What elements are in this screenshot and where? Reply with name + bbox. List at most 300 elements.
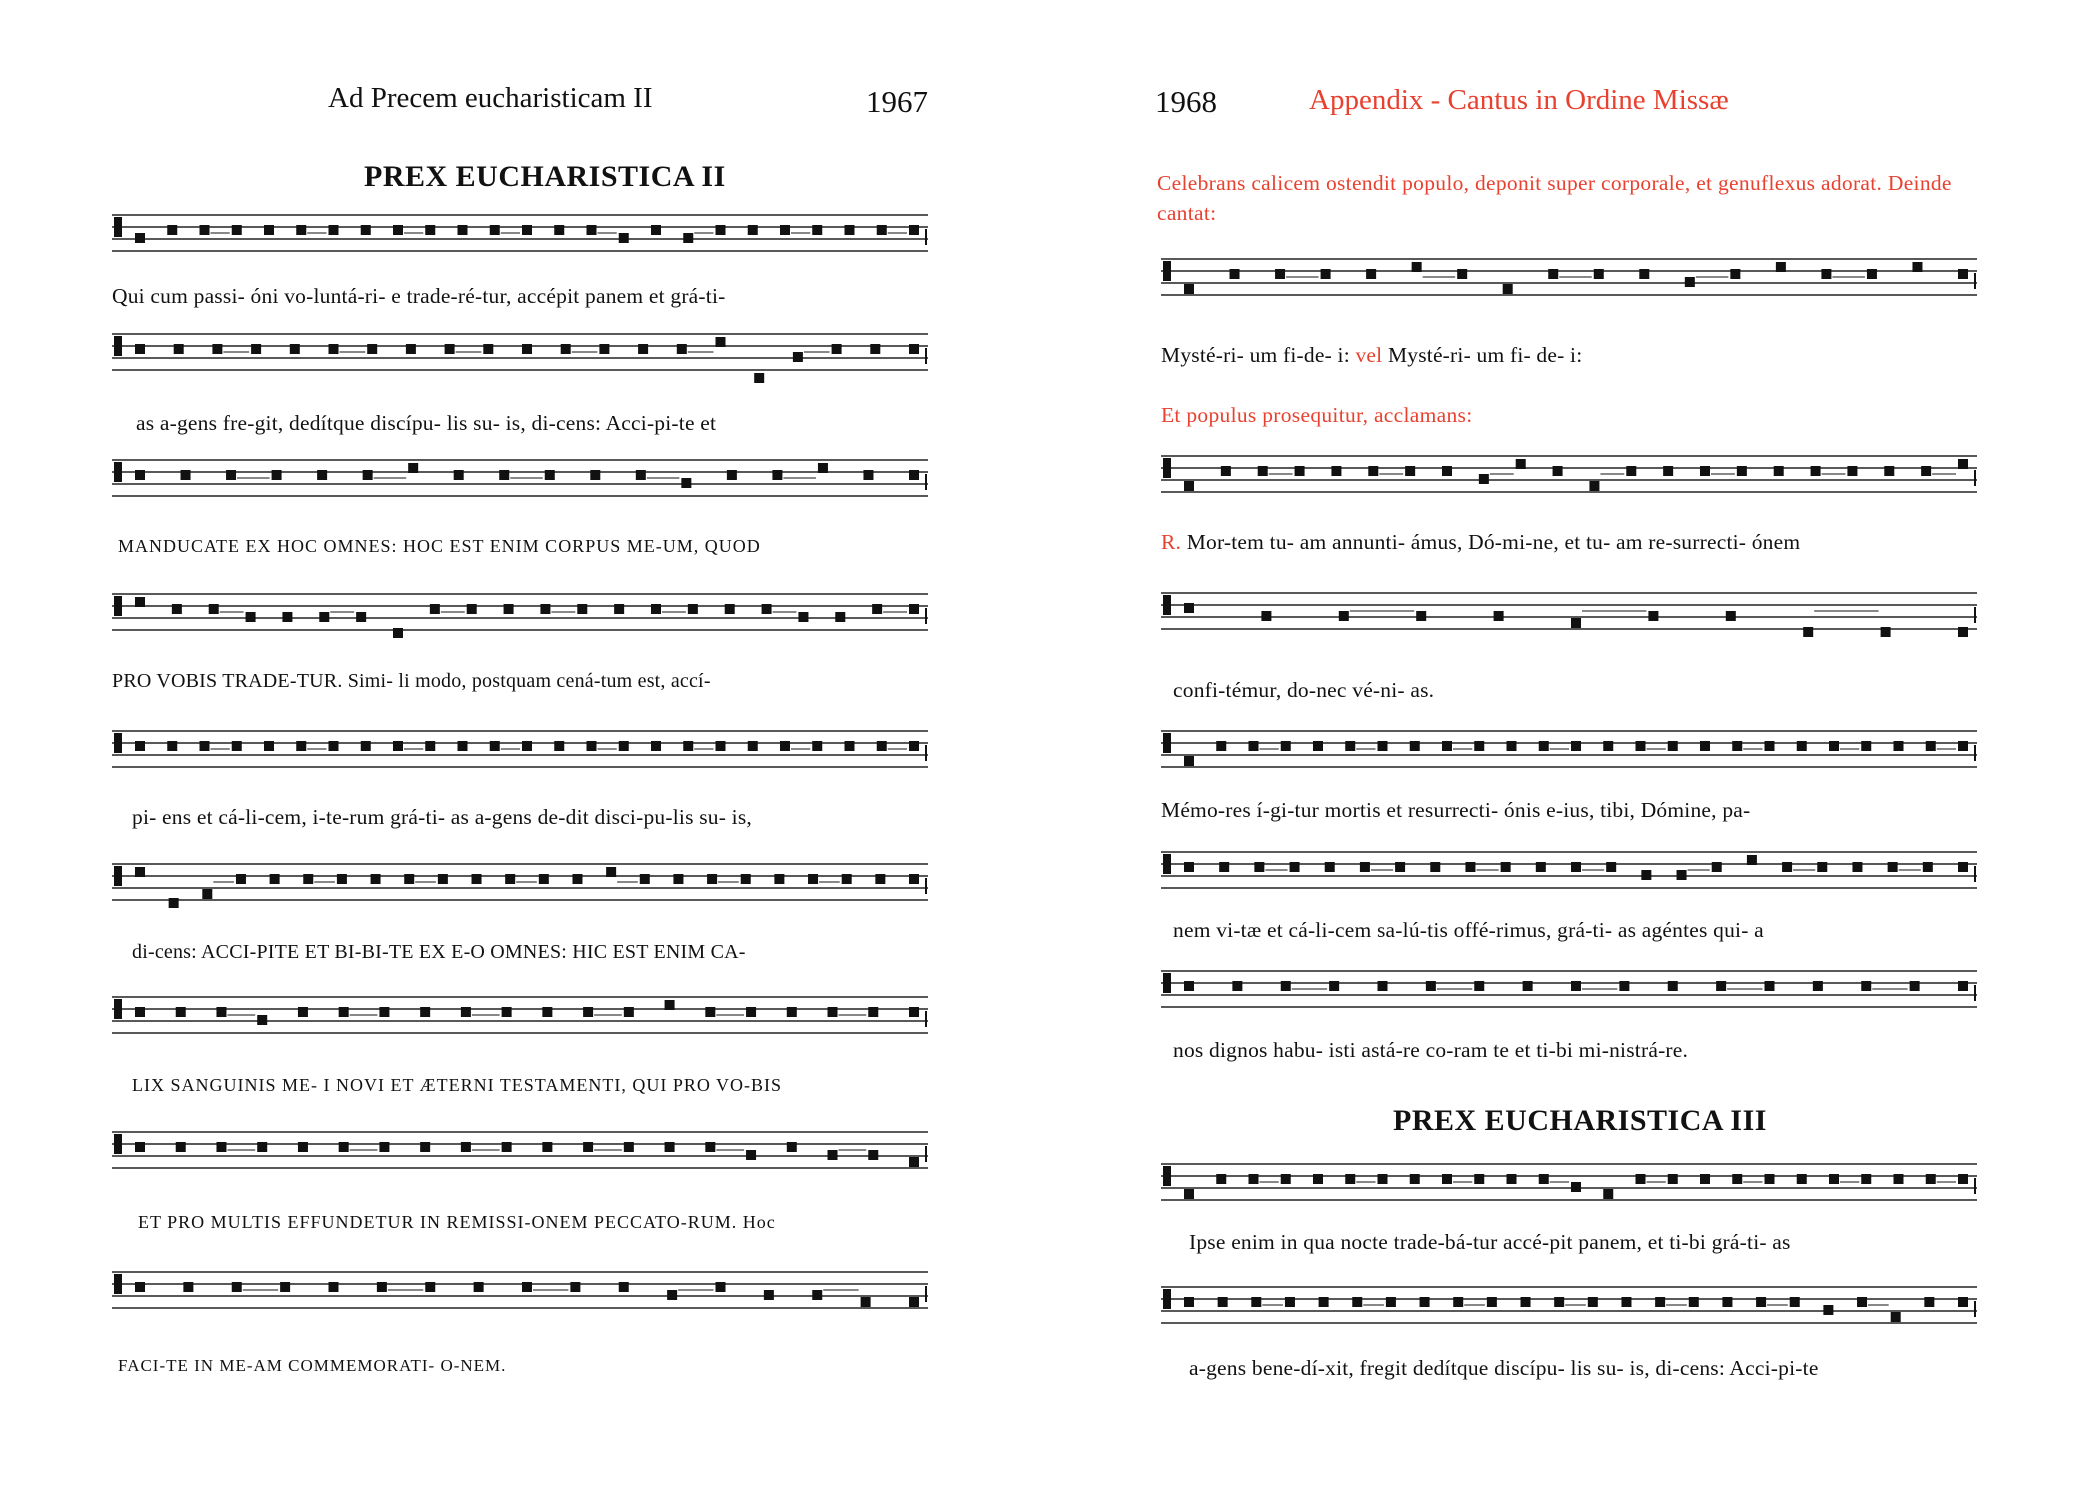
lyric-vel: vel xyxy=(1355,343,1383,367)
neume xyxy=(606,867,616,877)
neume xyxy=(909,874,919,884)
chant-staff xyxy=(1161,727,1977,785)
neume xyxy=(673,874,683,884)
neume xyxy=(1378,1174,1388,1184)
neume xyxy=(1325,862,1335,872)
staff-svg xyxy=(112,993,928,1051)
neume xyxy=(1285,1297,1295,1307)
neume xyxy=(1474,981,1484,991)
neume xyxy=(270,874,280,884)
neume xyxy=(877,741,887,751)
staff-svg xyxy=(112,590,928,648)
neume xyxy=(226,470,236,480)
neume xyxy=(540,604,550,614)
neume xyxy=(461,1142,471,1152)
neume xyxy=(1888,862,1898,872)
neume xyxy=(135,741,145,751)
neume xyxy=(1867,269,1877,279)
neume xyxy=(329,225,339,235)
chant-staff xyxy=(112,860,928,918)
neume xyxy=(812,741,822,751)
neume xyxy=(377,1282,387,1292)
neume xyxy=(909,1297,919,1307)
neume xyxy=(522,741,532,751)
neume xyxy=(135,597,145,607)
neume xyxy=(1410,741,1420,751)
neume xyxy=(472,874,482,884)
neume xyxy=(135,344,145,354)
staff-svg xyxy=(1161,255,1977,313)
neume xyxy=(1412,262,1422,272)
neume xyxy=(812,1290,822,1300)
neume xyxy=(1507,741,1517,751)
neume xyxy=(200,225,210,235)
neume xyxy=(483,344,493,354)
neume xyxy=(746,1150,756,1160)
neume xyxy=(135,867,145,877)
neume xyxy=(780,225,790,235)
neume xyxy=(522,225,532,235)
neume xyxy=(339,1142,349,1152)
left-page-number: 1967 xyxy=(866,84,928,119)
staff-svg xyxy=(112,1128,928,1186)
neume xyxy=(587,741,597,751)
neume xyxy=(1516,459,1526,469)
right-section-title: PREX EUCHARISTICA III xyxy=(1393,1104,1767,1137)
neume xyxy=(1926,1174,1936,1184)
neume xyxy=(1345,741,1355,751)
neume xyxy=(329,1282,339,1292)
neume xyxy=(1894,741,1904,751)
clef-icon xyxy=(1163,1166,1171,1186)
neume xyxy=(1184,981,1194,991)
neume xyxy=(1501,862,1511,872)
neume xyxy=(828,1150,838,1160)
neume xyxy=(1857,1297,1867,1307)
clef-icon xyxy=(114,217,122,237)
neume xyxy=(339,1007,349,1017)
neume xyxy=(461,1007,471,1017)
chant-lyric-line xyxy=(1161,343,1582,368)
neume xyxy=(808,874,818,884)
neume xyxy=(1685,277,1695,287)
neume xyxy=(1442,466,1452,476)
neume xyxy=(638,344,648,354)
staff-svg xyxy=(1161,452,1977,510)
chant-lyric-line: ET PRO MULTIS EFFUNDETUR IN REMISSI-ONEM PECCATO-RUM. Hoc xyxy=(138,1212,776,1232)
neume xyxy=(1626,466,1636,476)
neume xyxy=(1378,981,1388,991)
neume xyxy=(1571,618,1581,628)
chant-staff xyxy=(112,1128,928,1186)
neume xyxy=(1321,269,1331,279)
neume xyxy=(793,352,803,362)
neume xyxy=(1571,741,1581,751)
chant-lyric-line: confi-témur, do-nec vé-ni- as. xyxy=(1173,678,1435,702)
neume xyxy=(909,225,919,235)
neume xyxy=(1668,1174,1678,1184)
neume xyxy=(909,470,919,480)
neume xyxy=(1536,862,1546,872)
neume xyxy=(1442,1174,1452,1184)
neume xyxy=(1319,1297,1329,1307)
neume xyxy=(1926,741,1936,751)
neume xyxy=(1474,741,1484,751)
neume xyxy=(1588,1297,1598,1307)
chant-staff xyxy=(112,590,928,648)
neume xyxy=(1716,981,1726,991)
neume xyxy=(379,1142,389,1152)
neume xyxy=(1345,1174,1355,1184)
neume xyxy=(1668,981,1678,991)
neume xyxy=(1958,459,1968,469)
neume xyxy=(835,612,845,622)
lyric-text: Mysté-ri- um fi- de- i: xyxy=(1387,343,1583,367)
neume xyxy=(212,344,222,354)
chant-staff xyxy=(1161,1283,1977,1341)
neume xyxy=(1295,466,1305,476)
neume xyxy=(1410,1174,1420,1184)
neume xyxy=(1790,1297,1800,1307)
neume xyxy=(1821,269,1831,279)
clef-icon xyxy=(1163,733,1171,753)
neume xyxy=(1386,1297,1396,1307)
neume xyxy=(1958,269,1968,279)
neume xyxy=(1603,1189,1613,1199)
neume xyxy=(172,604,182,614)
neume xyxy=(1218,1297,1228,1307)
neume xyxy=(828,1007,838,1017)
neume xyxy=(1958,981,1968,991)
neume xyxy=(1636,741,1646,751)
neume xyxy=(1910,981,1920,991)
neume xyxy=(774,874,784,884)
neume xyxy=(371,874,381,884)
neume xyxy=(1416,611,1426,621)
neume xyxy=(445,344,455,354)
neume xyxy=(561,344,571,354)
neume xyxy=(1823,1305,1833,1315)
response-symbol: R. xyxy=(1161,530,1182,554)
neume xyxy=(1426,981,1436,991)
neume xyxy=(202,889,212,899)
clef-icon xyxy=(114,1274,122,1294)
staff-svg xyxy=(1161,848,1977,906)
neume xyxy=(361,741,371,751)
neume xyxy=(764,1290,774,1300)
neume xyxy=(216,1142,226,1152)
neume xyxy=(842,874,852,884)
neume xyxy=(408,463,418,473)
neume xyxy=(1360,862,1370,872)
neume xyxy=(425,1282,435,1292)
neume xyxy=(909,604,919,614)
neume xyxy=(1730,269,1740,279)
neume xyxy=(319,612,329,622)
neume xyxy=(1712,862,1722,872)
neume xyxy=(404,874,414,884)
chant-lyric-line: nem vi-tæ et cá-li-cem sa-lú-tis offé-rimus, grá-ti- as agéntes qui- a xyxy=(1173,918,1764,942)
staff-svg xyxy=(1161,967,1977,1025)
neume xyxy=(290,344,300,354)
neume xyxy=(181,470,191,480)
neume xyxy=(1494,611,1504,621)
neume xyxy=(570,1282,580,1292)
neume xyxy=(572,874,582,884)
neume xyxy=(430,604,440,614)
rubric-instruction: Celebrans calicem ostendit populo, deponit super corporale, et genuflexus adorat. Deinde cantat: xyxy=(1157,171,1952,225)
neume xyxy=(1726,611,1736,621)
neume xyxy=(636,470,646,480)
chant-lyric-line xyxy=(136,411,716,436)
neume xyxy=(420,1007,430,1017)
neume xyxy=(1184,1297,1194,1307)
neume xyxy=(1594,269,1604,279)
neume xyxy=(1232,981,1242,991)
chant-lyric-line: Mémo-res í-gi-tur mortis et resurrecti- ónis e-ius, tibi, Dómine, pa- xyxy=(1161,798,1751,822)
clef-icon xyxy=(114,999,122,1019)
neume xyxy=(264,741,274,751)
neume xyxy=(1487,1297,1497,1307)
neume xyxy=(367,344,377,354)
staff-svg xyxy=(112,1268,928,1326)
neume xyxy=(1958,862,1968,872)
neume xyxy=(1548,269,1558,279)
neume xyxy=(1655,1297,1665,1307)
neume xyxy=(1571,981,1581,991)
neume xyxy=(1606,862,1616,872)
chant-staff xyxy=(112,456,928,514)
neume xyxy=(1339,611,1349,621)
neume xyxy=(176,1007,186,1017)
neume xyxy=(1700,466,1710,476)
clef-icon xyxy=(114,1134,122,1154)
neume xyxy=(209,604,219,614)
neume xyxy=(619,1282,629,1292)
staff-svg xyxy=(112,860,928,918)
neume xyxy=(379,1007,389,1017)
neume xyxy=(280,1282,290,1292)
chant-lyric-line: a-gens bene-dí-xit, fregit dedítque discípu- lis su- is, di-cens: Acci-pi-te xyxy=(1189,1356,1819,1380)
neume xyxy=(363,470,373,480)
neume xyxy=(667,1290,677,1300)
neume xyxy=(1817,862,1827,872)
neume xyxy=(1881,627,1891,637)
clef-icon xyxy=(1163,973,1171,993)
staff-svg xyxy=(112,456,928,514)
neume xyxy=(505,874,515,884)
neume xyxy=(393,628,403,638)
neume xyxy=(1648,611,1658,621)
neume xyxy=(232,741,242,751)
neume xyxy=(522,1282,532,1292)
left-section-title: PREX EUCHARISTICA II xyxy=(364,160,726,193)
right-page xyxy=(1039,0,2078,1500)
neume xyxy=(1847,466,1857,476)
neume xyxy=(1852,862,1862,872)
neume xyxy=(1474,1174,1484,1184)
neume xyxy=(1912,262,1922,272)
neume xyxy=(167,741,177,751)
neume xyxy=(1589,481,1599,491)
chant-lyric-line: PRO VOBIS TRADE-TUR. Simi- li modo, postquam cená-tum est, accí- xyxy=(112,670,711,692)
neume xyxy=(1861,741,1871,751)
neume xyxy=(542,1007,552,1017)
neume xyxy=(257,1015,267,1025)
neume xyxy=(1184,284,1194,294)
neume xyxy=(504,604,514,614)
neume xyxy=(1539,741,1549,751)
neume xyxy=(425,225,435,235)
neume xyxy=(798,612,808,622)
neume xyxy=(705,1142,715,1152)
neume xyxy=(716,741,726,751)
neume xyxy=(909,1157,919,1167)
neume xyxy=(490,741,500,751)
clef-icon xyxy=(114,733,122,753)
neume xyxy=(818,463,828,473)
chant-lyric-line: nos dignos habu- isti astá-re co-ram te et ti-bi mi-nistrá-re. xyxy=(1173,1038,1689,1062)
neume xyxy=(296,741,306,751)
neume xyxy=(1861,1174,1871,1184)
neume xyxy=(681,478,691,488)
neume xyxy=(135,233,145,243)
neume xyxy=(741,874,751,884)
staff-svg xyxy=(1161,727,1977,785)
clef-icon xyxy=(114,462,122,482)
chant-lyric-line: Qui cum passi- óni vo-luntá-ri- e trade-ré-tur, accépit panem et grá-ti- xyxy=(112,284,726,308)
neume xyxy=(406,344,416,354)
neume xyxy=(1958,741,1968,751)
neume xyxy=(1329,981,1339,991)
neume xyxy=(1249,1174,1259,1184)
neume xyxy=(619,741,629,751)
neume xyxy=(716,1282,726,1292)
neume xyxy=(1636,1174,1646,1184)
chant-staff xyxy=(112,330,928,388)
neume xyxy=(438,874,448,884)
neume xyxy=(1958,1174,1968,1184)
neume xyxy=(1368,466,1378,476)
neume xyxy=(845,225,855,235)
neume xyxy=(1782,862,1792,872)
neume xyxy=(303,874,313,884)
neume xyxy=(1219,862,1229,872)
neume xyxy=(232,225,242,235)
neume xyxy=(135,1007,145,1017)
neume xyxy=(746,1007,756,1017)
right-page-number: 1968 xyxy=(1155,84,1217,119)
neume xyxy=(1639,269,1649,279)
neume xyxy=(1747,855,1757,865)
neume xyxy=(393,225,403,235)
neume xyxy=(502,1007,512,1017)
neume xyxy=(216,1007,226,1017)
neume xyxy=(651,741,661,751)
neume xyxy=(1479,474,1489,484)
neume xyxy=(1894,1174,1904,1184)
neume xyxy=(1700,1174,1710,1184)
rubric-instruction: Et populus prosequitur, acclamans: xyxy=(1161,403,1473,427)
neume xyxy=(1254,862,1264,872)
neume xyxy=(1765,981,1775,991)
neume xyxy=(1861,981,1871,991)
neume xyxy=(868,1007,878,1017)
chant-lyric-line: LIX SANGUINIS ME- I NOVI ET ÆTERNI TESTAMENTI, QUI PRO VO-BIS xyxy=(132,1075,783,1095)
neume xyxy=(577,604,587,614)
neume xyxy=(1230,269,1240,279)
neume xyxy=(868,1150,878,1160)
neume xyxy=(614,604,624,614)
neume xyxy=(458,225,468,235)
clef-icon xyxy=(114,336,122,356)
neume xyxy=(1430,862,1440,872)
neume xyxy=(1797,1174,1807,1184)
chant-staff xyxy=(112,211,928,269)
neume xyxy=(1884,466,1894,476)
neume xyxy=(1571,1182,1581,1192)
neume xyxy=(420,1142,430,1152)
neume xyxy=(787,1142,797,1152)
neume xyxy=(329,344,339,354)
neume xyxy=(272,470,282,480)
chant-staff xyxy=(112,727,928,785)
neume xyxy=(725,604,735,614)
neume xyxy=(1722,1297,1732,1307)
neume xyxy=(474,1282,484,1292)
chant-staff xyxy=(1161,1160,1977,1218)
neume xyxy=(1503,284,1513,294)
neume xyxy=(1756,1297,1766,1307)
neume xyxy=(356,612,366,622)
neume xyxy=(1732,1174,1742,1184)
right-running-title: Appendix - Cantus in Ordine Missæ xyxy=(1309,84,1729,116)
neume xyxy=(1378,741,1388,751)
neume xyxy=(1677,870,1687,880)
neume xyxy=(169,898,179,908)
chant-staff xyxy=(1161,255,1977,313)
neume xyxy=(872,604,882,614)
clef-icon xyxy=(1163,1289,1171,1309)
neume xyxy=(762,604,772,614)
neume xyxy=(317,470,327,480)
clef-icon xyxy=(114,596,122,616)
neume xyxy=(1184,756,1194,766)
neume xyxy=(1331,466,1341,476)
clef-icon xyxy=(1163,458,1171,478)
neume xyxy=(1221,466,1231,476)
neume xyxy=(1216,1174,1226,1184)
staff-svg xyxy=(1161,1160,1977,1218)
chant-lyric-line: MANDUCATE EX HOC OMNES: HOC EST ENIM CORPUS ME-UM, QUOD xyxy=(118,536,761,556)
neume xyxy=(1258,466,1268,476)
neume xyxy=(1958,627,1968,637)
neume xyxy=(1184,1189,1194,1199)
neume xyxy=(1811,466,1821,476)
neume xyxy=(1366,269,1376,279)
neume xyxy=(135,1142,145,1152)
neume xyxy=(393,741,403,751)
staff-svg xyxy=(112,330,928,388)
neume xyxy=(1184,603,1194,613)
lyric-text: Mysté-ri- um fi-de- i: xyxy=(1161,343,1350,367)
neume xyxy=(1663,466,1673,476)
neume xyxy=(1829,1174,1839,1184)
neume xyxy=(1420,1297,1430,1307)
neume xyxy=(1803,627,1813,637)
neume xyxy=(583,1007,593,1017)
neume xyxy=(870,344,880,354)
